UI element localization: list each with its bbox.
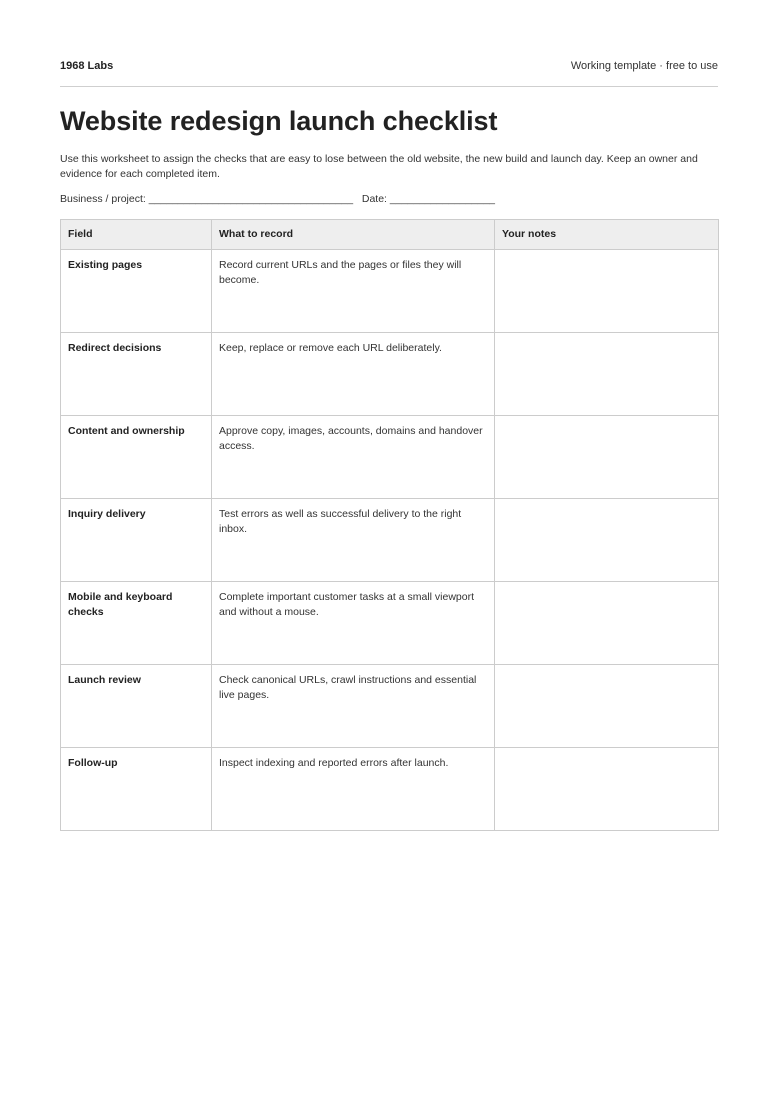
notes-cell[interactable] bbox=[495, 416, 719, 499]
column-header-field: Field bbox=[61, 220, 212, 250]
field-cell: Existing pages bbox=[61, 250, 212, 333]
field-cell: Redirect decisions bbox=[61, 333, 212, 416]
table-header-row bbox=[61, 220, 719, 250]
notes-cell[interactable] bbox=[495, 665, 719, 748]
notes-cell[interactable] bbox=[495, 333, 719, 416]
field-cell: Follow-up bbox=[61, 748, 212, 831]
field-cell: Inquiry delivery bbox=[61, 499, 212, 582]
table-row bbox=[61, 416, 719, 499]
intro-text: Use this worksheet to assign the checks that are easy to lose between the old website, the new build and launch day. Keep an owner and evidence for each completed item. bbox=[60, 153, 698, 180]
template-tagline: Working template · free to use bbox=[570, 60, 718, 72]
table-row bbox=[61, 250, 719, 333]
page-header bbox=[60, 60, 718, 87]
page-title: Website redesign launch checklist bbox=[60, 106, 498, 136]
notes-cell[interactable] bbox=[495, 582, 719, 665]
column-header-your-notes: Your notes bbox=[495, 220, 719, 250]
record-cell: Keep, replace or remove each URL deliberately. bbox=[212, 333, 495, 416]
column-header-what-to-record: What to record bbox=[212, 220, 495, 250]
field-cell: Launch review bbox=[61, 665, 212, 748]
business-date-line bbox=[60, 193, 495, 205]
table-row bbox=[61, 748, 719, 831]
table-row bbox=[61, 499, 719, 582]
table-row bbox=[61, 333, 719, 416]
business-label: Business / project: bbox=[60, 193, 146, 205]
table-row bbox=[61, 582, 719, 665]
date-label: Date: bbox=[361, 193, 387, 205]
notes-cell[interactable] bbox=[495, 748, 719, 831]
notes-cell[interactable] bbox=[495, 250, 719, 333]
notes-cell[interactable] bbox=[495, 499, 719, 582]
field-cell: Mobile and keyboard checks bbox=[61, 582, 212, 665]
business-blank: ___________________________________ bbox=[148, 193, 354, 205]
checklist-table bbox=[60, 219, 719, 831]
record-cell: Approve copy, images, accounts, domains and handover access. bbox=[212, 416, 495, 499]
date-blank: __________________ bbox=[389, 193, 496, 205]
record-cell: Check canonical URLs, crawl instructions and essential live pages. bbox=[212, 665, 495, 748]
record-cell: Test errors as well as successful delivery to the right inbox. bbox=[212, 499, 495, 582]
brand-name: 1968 Labs bbox=[60, 60, 114, 72]
record-cell: Complete important customer tasks at a small viewport and without a mouse. bbox=[212, 582, 495, 665]
record-cell: Record current URLs and the pages or files they will become. bbox=[212, 250, 495, 333]
record-cell: Inspect indexing and reported errors after launch. bbox=[212, 748, 495, 831]
field-cell: Content and ownership bbox=[61, 416, 212, 499]
table-row bbox=[61, 665, 719, 748]
